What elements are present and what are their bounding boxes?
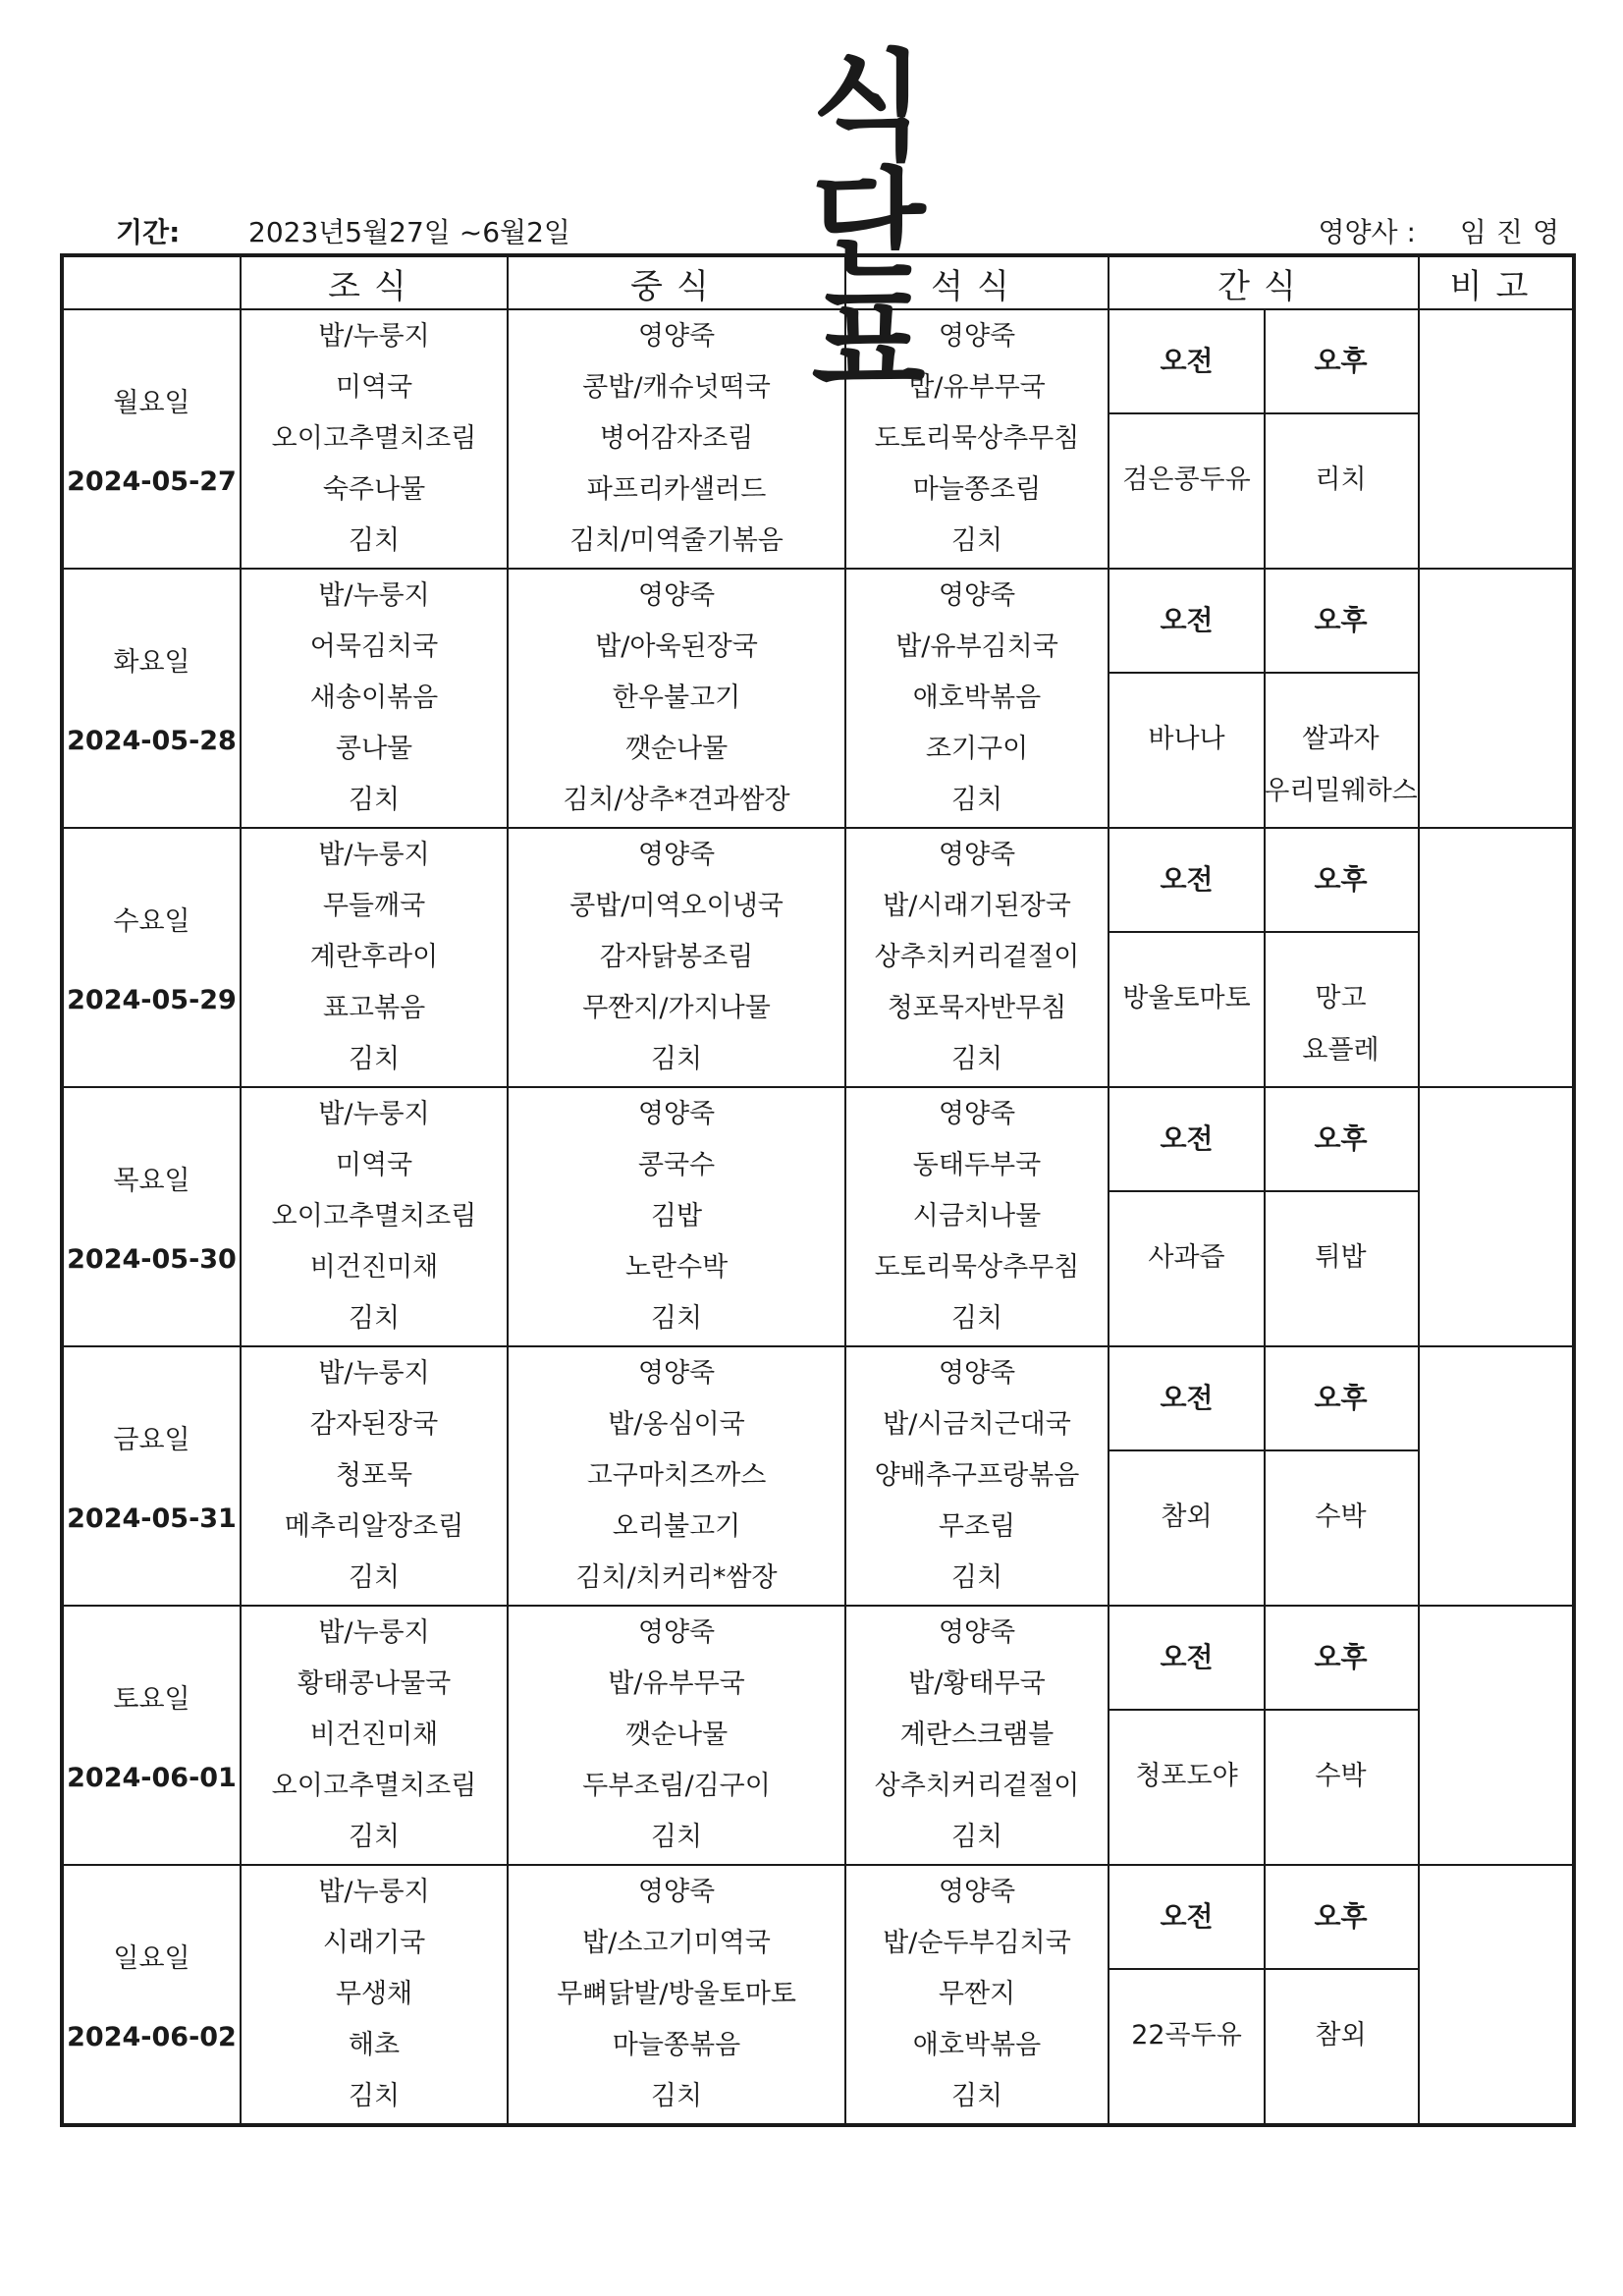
meal-item: 콩밥/캐슈넛떡국 — [582, 372, 771, 403]
table-row — [62, 1087, 1574, 1346]
meal-item: 밥/누룽지 — [318, 840, 430, 870]
dinner-cell — [845, 1087, 1109, 1346]
meal-item: 오이고추멸치조림 — [271, 423, 477, 454]
meal-item: 동태두부국 — [912, 1150, 1042, 1180]
nutritionist-label: 영양사 : — [1318, 216, 1416, 248]
breakfast-cell — [241, 569, 508, 828]
day-cell — [62, 1865, 241, 2125]
lunch-cell — [508, 309, 845, 569]
snack-am-item: 22곡두유 — [1131, 2020, 1242, 2050]
header-note: 비고 — [1419, 255, 1574, 309]
meal-item: 김치/미역줄기볶음 — [569, 525, 784, 556]
breakfast-cell — [241, 309, 508, 569]
dinner-cell — [845, 569, 1109, 828]
menu-body — [62, 309, 1574, 2125]
snack-am-item: 참외 — [1161, 1502, 1213, 1532]
meal-item: 김치 — [950, 785, 1003, 815]
meal-item: 김치 — [950, 525, 1003, 556]
meal-item: 표고볶음 — [322, 993, 426, 1023]
header-row — [62, 255, 1574, 309]
day-date: 2024-06-01 — [67, 1763, 237, 1793]
snack-pm-item: 리치 — [1315, 465, 1367, 495]
note-cell — [1419, 1606, 1574, 1865]
title-char: 표 — [811, 275, 926, 411]
meal-item: 영양죽 — [938, 580, 1016, 611]
snack-grid — [1109, 1347, 1418, 1605]
meal-item: 비건진미채 — [309, 1720, 439, 1750]
day-date: 2024-05-28 — [67, 726, 237, 756]
meal-item: 조기구이 — [925, 734, 1029, 764]
meal-list — [242, 1608, 507, 1863]
snack-cell — [1109, 1087, 1419, 1346]
snack-pm-item: 수박 — [1315, 1502, 1367, 1532]
day-name: 수요일 — [113, 906, 190, 937]
meal-item: 김치 — [650, 1822, 703, 1852]
meal-item: 영양죽 — [637, 1358, 716, 1389]
day-date: 2024-05-31 — [67, 1503, 237, 1534]
meal-list — [242, 1089, 507, 1344]
meal-list — [846, 1867, 1108, 2122]
meal-item: 미역국 — [335, 1150, 413, 1180]
meal-item: 김치 — [348, 1822, 401, 1852]
breakfast-cell — [241, 1865, 508, 2125]
snack-grid — [1109, 829, 1418, 1086]
meal-item: 김치 — [950, 1044, 1003, 1074]
snack-am-label: 오전 — [1109, 1088, 1266, 1190]
meal-list — [242, 311, 507, 567]
dinner-cell — [845, 828, 1109, 1087]
meal-item: 밥/유부무국 — [608, 1668, 745, 1699]
header-breakfast: 조식 — [241, 255, 508, 309]
meal-item: 감자된장국 — [309, 1409, 439, 1440]
meal-item: 밥/누룽지 — [318, 580, 430, 611]
snack-pm-label: 오후 — [1314, 345, 1368, 377]
header-snack: 간식 — [1109, 255, 1419, 309]
snack-am-item: 방울토마토 — [1122, 983, 1251, 1013]
snack-am-label: 오전 — [1109, 1866, 1266, 1968]
snack-am-item: 검은콩두유 — [1122, 465, 1251, 495]
meal-item: 무짠지 — [938, 1979, 1016, 2009]
snack-am-label: 오전 — [1109, 1347, 1266, 1449]
meal-item: 김치/치커리*쌈장 — [575, 1562, 778, 1593]
meal-item: 비건진미채 — [309, 1252, 439, 1283]
meal-list — [846, 1608, 1108, 1863]
meal-item: 영양죽 — [637, 321, 716, 352]
table-row — [62, 309, 1574, 569]
meal-list — [509, 311, 844, 567]
snack-pm-item: 참외 — [1315, 2020, 1367, 2050]
meal-item: 양배추구프랑볶음 — [874, 1460, 1080, 1491]
note-cell — [1419, 1865, 1574, 2125]
title-char: 식 — [811, 39, 926, 176]
meal-item: 해초 — [348, 2030, 401, 2060]
day-date: 2024-06-02 — [67, 2022, 237, 2052]
header-day — [62, 255, 241, 309]
lunch-cell — [508, 828, 845, 1087]
meal-list — [846, 830, 1108, 1085]
meal-list — [509, 1867, 844, 2122]
day-name: 토요일 — [113, 1684, 190, 1715]
header-dinner: 석식 — [845, 255, 1109, 309]
snack-pm-label: 오후 — [1314, 604, 1368, 636]
meal-item: 김치 — [348, 1303, 401, 1334]
snack-pm-label: 오후 — [1314, 863, 1368, 896]
day-cell — [62, 309, 241, 569]
meal-item: 김치/상추*견과쌈장 — [563, 785, 790, 815]
meal-item: 밥/누룽지 — [318, 321, 430, 352]
snack-grid — [1109, 1607, 1418, 1864]
meal-item: 김치 — [950, 1562, 1003, 1593]
meal-item: 무들깨국 — [322, 891, 426, 921]
meal-item: 숙주나물 — [322, 474, 426, 505]
meal-item: 김치 — [348, 1562, 401, 1593]
meal-item: 영양죽 — [637, 580, 716, 611]
meal-item: 밥/유부김치국 — [895, 631, 1058, 662]
snack-am-item: 청포도야 — [1135, 1761, 1238, 1791]
meal-item: 영양죽 — [938, 840, 1016, 870]
meal-item: 미역국 — [335, 372, 413, 403]
meal-item: 오이고추멸치조림 — [271, 1201, 477, 1231]
lunch-cell — [508, 569, 845, 828]
meal-item: 밥/시래기된장국 — [883, 891, 1071, 921]
snack-pm-item: 망고 — [1315, 983, 1367, 1013]
meal-item: 영양죽 — [938, 321, 1016, 352]
day-cell — [62, 1087, 241, 1346]
meal-list — [509, 1089, 844, 1344]
breakfast-cell — [241, 1346, 508, 1606]
title-char: 단 — [811, 157, 926, 294]
meal-list — [846, 1348, 1108, 1604]
meal-list — [509, 571, 844, 826]
snack-pm-item: 쌀과자 — [1302, 724, 1380, 754]
meal-item: 깻순나물 — [624, 734, 729, 764]
meal-item: 영양죽 — [938, 1617, 1016, 1648]
meal-item: 밥/유부무국 — [908, 372, 1046, 403]
meal-item: 애호박볶음 — [912, 2030, 1042, 2060]
menu-meta — [116, 211, 1569, 250]
breakfast-cell — [241, 828, 508, 1087]
meal-item: 계란후라이 — [309, 942, 439, 972]
dinner-cell — [845, 1606, 1109, 1865]
breakfast-cell — [241, 1087, 508, 1346]
meal-item: 콩국수 — [637, 1150, 716, 1180]
day-cell — [62, 1346, 241, 1606]
snack-pm-label: 오후 — [1314, 1641, 1368, 1673]
meal-item: 김치 — [348, 525, 401, 556]
dinner-cell — [845, 309, 1109, 569]
dinner-cell — [845, 1346, 1109, 1606]
note-cell — [1419, 1087, 1574, 1346]
meal-item: 노란수박 — [624, 1252, 729, 1283]
meal-item: 메추리알장조림 — [284, 1511, 464, 1542]
day-name: 목요일 — [113, 1166, 190, 1196]
meal-item: 영양죽 — [637, 1877, 716, 1907]
meal-item: 영양죽 — [637, 1099, 716, 1129]
meal-item: 도토리묵상추무침 — [874, 1252, 1080, 1283]
table-row — [62, 1865, 1574, 2125]
meal-item: 감자닭봉조림 — [599, 942, 754, 972]
snack-am-label: 오전 — [1109, 570, 1266, 672]
day-date: 2024-05-29 — [67, 985, 237, 1015]
meal-item: 어묵김치국 — [309, 631, 439, 662]
meal-item: 시금치나물 — [912, 1201, 1042, 1231]
meal-item: 계란스크램블 — [899, 1720, 1055, 1750]
meal-item: 오리불고기 — [612, 1511, 741, 1542]
meal-item: 병어감자조림 — [599, 423, 754, 454]
lunch-cell — [508, 1087, 845, 1346]
meal-list — [509, 1608, 844, 1863]
day-name: 금요일 — [113, 1425, 190, 1455]
meal-item: 김치 — [348, 1044, 401, 1074]
note-cell — [1419, 309, 1574, 569]
day-name: 화요일 — [113, 647, 190, 678]
lunch-cell — [508, 1865, 845, 2125]
day-date: 2024-05-27 — [67, 466, 237, 497]
snack-pm-label: 오후 — [1314, 1382, 1368, 1414]
meal-list — [242, 830, 507, 1085]
snack-am-item: 바나나 — [1148, 724, 1225, 754]
meal-item: 밥/누룽지 — [318, 1099, 430, 1129]
snack-cell — [1109, 569, 1419, 828]
snack-grid — [1109, 1866, 1418, 2123]
snack-am-label: 오전 — [1109, 310, 1266, 412]
meal-list — [509, 830, 844, 1085]
day-cell — [62, 828, 241, 1087]
snack-pm-item: 튀밥 — [1315, 1242, 1367, 1273]
meal-item: 밥/누룽지 — [318, 1877, 430, 1907]
meal-item: 김치 — [950, 2081, 1003, 2111]
day-cell — [62, 1606, 241, 1865]
meal-item: 밥/누룽지 — [318, 1617, 430, 1648]
meal-item: 밥/옹심이국 — [608, 1409, 745, 1440]
meal-item: 콩밥/미역오이냉국 — [569, 891, 784, 921]
note-cell — [1419, 1346, 1574, 1606]
snack-cell — [1109, 309, 1419, 569]
meal-item: 애호박볶음 — [912, 683, 1042, 713]
breakfast-cell — [241, 1606, 508, 1865]
meal-item: 두부조림/김구이 — [582, 1771, 771, 1801]
table-row — [62, 828, 1574, 1087]
meal-item: 무조림 — [938, 1511, 1016, 1542]
meal-item: 김치 — [950, 1822, 1003, 1852]
day-name: 일요일 — [113, 1943, 190, 1974]
meal-item: 김치 — [348, 2081, 401, 2111]
snack-pm-label: 오후 — [1314, 1900, 1368, 1933]
snack-grid — [1109, 570, 1418, 827]
meal-item: 마늘쫑볶음 — [612, 2030, 741, 2060]
meal-item: 파프리카샐러드 — [586, 474, 767, 505]
meal-item: 무생채 — [335, 1979, 413, 2009]
meal-item: 한우불고기 — [612, 683, 741, 713]
day-name: 월요일 — [113, 388, 190, 418]
snack-cell — [1109, 1346, 1419, 1606]
meal-item: 상추치커리겉절이 — [874, 1771, 1080, 1801]
table-row — [62, 1606, 1574, 1865]
meal-list — [242, 1867, 507, 2122]
lunch-cell — [508, 1346, 845, 1606]
meal-item: 밥/누룽지 — [318, 1358, 430, 1389]
snack-am-label: 오전 — [1109, 829, 1266, 931]
snack-am-label: 오전 — [1109, 1607, 1266, 1709]
meal-item: 황태콩나물국 — [297, 1668, 452, 1699]
note-cell — [1419, 828, 1574, 1087]
menu-table — [60, 253, 1576, 2127]
period-value: 2023년5월27일 ~6월2일 — [248, 216, 570, 248]
meal-item: 밥/소고기미역국 — [582, 1928, 771, 1958]
meal-item: 무뼈닭발/방울토마토 — [557, 1979, 796, 2009]
meal-item: 김치 — [650, 1044, 703, 1074]
meal-list — [846, 1089, 1108, 1344]
note-cell — [1419, 569, 1574, 828]
meal-item: 영양죽 — [938, 1877, 1016, 1907]
meal-item: 오이고추멸치조림 — [271, 1771, 477, 1801]
meal-item: 김치 — [348, 785, 401, 815]
meal-item: 무짠지/가지나물 — [582, 993, 771, 1023]
meal-item: 상추치커리겉절이 — [874, 942, 1080, 972]
meal-item: 밥/시금치근대국 — [883, 1409, 1071, 1440]
meal-item: 김치 — [650, 2081, 703, 2111]
lunch-cell — [508, 1606, 845, 1865]
meal-item: 도토리묵상추무침 — [874, 423, 1080, 454]
snack-grid — [1109, 310, 1418, 568]
snack-pm-item: 우리밀웨하스 — [1264, 776, 1418, 806]
meal-item: 김치 — [650, 1303, 703, 1334]
meal-item: 밥/황태무국 — [908, 1668, 1046, 1699]
snack-pm-label: 오후 — [1314, 1122, 1368, 1155]
table-row — [62, 1346, 1574, 1606]
meal-list — [509, 1348, 844, 1604]
meal-item: 영양죽 — [938, 1358, 1016, 1389]
meal-item: 영양죽 — [637, 840, 716, 870]
snack-cell — [1109, 1865, 1419, 2125]
meal-item: 밥/아욱된장국 — [595, 631, 758, 662]
meal-list — [242, 571, 507, 826]
period-label: 기간: — [116, 216, 181, 248]
meal-item: 영양죽 — [637, 1617, 716, 1648]
meal-item: 청포묵 — [335, 1460, 413, 1491]
meal-item: 깻순나물 — [624, 1720, 729, 1750]
snack-grid — [1109, 1088, 1418, 1345]
meal-item: 김밥 — [650, 1201, 703, 1231]
meal-item: 영양죽 — [938, 1099, 1016, 1129]
day-date: 2024-05-30 — [67, 1244, 237, 1275]
day-cell — [62, 569, 241, 828]
meal-item: 새송이볶음 — [309, 683, 439, 713]
meal-item: 시래기국 — [322, 1928, 426, 1958]
dinner-cell — [845, 1865, 1109, 2125]
meal-list — [846, 311, 1108, 567]
meal-item: 김치 — [950, 1303, 1003, 1334]
header-lunch: 중식 — [508, 255, 845, 309]
snack-pm-item: 수박 — [1315, 1761, 1367, 1791]
snack-am-item: 사과즙 — [1148, 1242, 1225, 1273]
table-row — [62, 569, 1574, 828]
meal-item: 밥/순두부김치국 — [883, 1928, 1071, 1958]
meal-list — [242, 1348, 507, 1604]
nutritionist — [1318, 211, 1569, 250]
nutritionist-name: 임진영 — [1459, 216, 1569, 248]
meal-list — [846, 571, 1108, 826]
meal-item: 콩나물 — [335, 734, 413, 764]
snack-cell — [1109, 828, 1419, 1087]
meal-item: 고구마치즈까스 — [586, 1460, 767, 1491]
snack-pm-item: 요플레 — [1302, 1035, 1380, 1066]
snack-cell — [1109, 1606, 1419, 1865]
meal-item: 마늘쫑조림 — [912, 474, 1042, 505]
meal-item: 청포묵자반무침 — [887, 993, 1067, 1023]
